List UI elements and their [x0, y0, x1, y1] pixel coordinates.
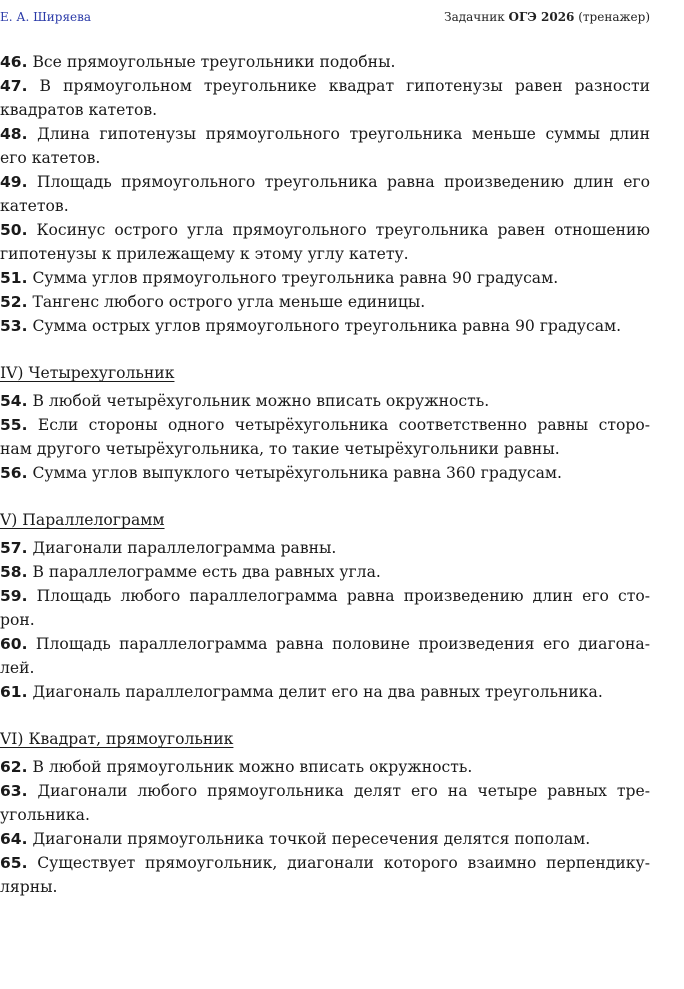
statement-line [0, 194, 650, 218]
statements-list [0, 50, 650, 899]
statements-group-rectangle [0, 755, 650, 899]
statement-text: Существует прямоугольник, диагонали которого взаимно перпендику- [37, 854, 650, 872]
section-heading-quadrilateral: IV) Четырехугольник [0, 364, 175, 382]
statement-number: 48. [0, 125, 28, 143]
statement-item [0, 122, 650, 170]
statement-line [0, 74, 650, 98]
statement-text: Диагонали прямоугольника точкой пересечения делятся пополам. [32, 830, 591, 848]
statement-line [0, 122, 650, 146]
title-prefix: Задачник [444, 10, 505, 24]
statements-group-right-triangle [0, 50, 650, 338]
statement-text: Площадь параллелограмма равна половине произведения его диагона- [35, 635, 650, 653]
statement-item [0, 290, 650, 314]
statement-number: 52. [0, 293, 28, 311]
statement-number: 54. [0, 392, 28, 410]
statement-text: Косинус острого угла прямоугольного треугольника равен отношению [36, 221, 650, 239]
statement-line [0, 170, 650, 194]
statement-item [0, 779, 650, 827]
statement-item [0, 266, 650, 290]
statement-number: 57. [0, 539, 28, 557]
statement-text: гипотенузы к прилежащему к этому углу катету. [0, 245, 409, 263]
statement-line [0, 242, 650, 266]
statement-line [0, 632, 650, 656]
statement-line [0, 146, 650, 170]
statement-line [0, 314, 650, 338]
statement-line [0, 851, 650, 875]
statement-line [0, 827, 650, 851]
statement-item [0, 413, 650, 461]
statement-item [0, 755, 650, 779]
statement-number: 58. [0, 563, 28, 581]
statement-item [0, 536, 650, 560]
statement-item [0, 314, 650, 338]
statement-number: 59. [0, 587, 28, 605]
statement-line [0, 50, 650, 74]
statement-text: В параллелограмме есть два равных угла. [32, 563, 381, 581]
statement-number: 55. [0, 416, 28, 434]
statement-text: лярны. [0, 878, 58, 896]
title-suffix: (тренажер) [578, 10, 650, 24]
statement-line [0, 608, 650, 632]
statement-number: 62. [0, 758, 28, 776]
statement-item [0, 827, 650, 851]
statement-number: 65. [0, 854, 28, 872]
statement-text: Длина гипотенузы прямоугольного треугольника меньше суммы длин [37, 125, 650, 143]
statement-text: Если стороны одного четырёхугольника соответственно равны сторо- [37, 416, 650, 434]
statement-text: Площадь прямоугольного треугольника равна произведению длин его [36, 173, 650, 191]
statement-item [0, 680, 650, 704]
statement-line [0, 875, 650, 899]
statement-item [0, 389, 650, 413]
statement-number: 53. [0, 317, 28, 335]
statement-text: В любой прямоугольник можно вписать окружность. [32, 758, 473, 776]
statement-line [0, 755, 650, 779]
statement-line [0, 290, 650, 314]
statement-line [0, 98, 650, 122]
statement-text: Площадь любого параллелограмма равна произведению длин его сто- [36, 587, 650, 605]
statements-group-parallelogram [0, 536, 650, 704]
statement-item [0, 584, 650, 632]
statement-text: лей. [0, 659, 35, 677]
statement-item [0, 461, 650, 485]
statement-text: Сумма углов выпуклого четырёхугольника равна 360 градусам. [32, 464, 563, 482]
statement-item [0, 851, 650, 899]
statement-text: его катетов. [0, 149, 101, 167]
statement-number: 63. [0, 782, 28, 800]
statement-text: Тангенс любого острого угла меньше единицы. [32, 293, 426, 311]
statement-number: 51. [0, 269, 28, 287]
statement-line [0, 536, 650, 560]
statement-text: Диагонали параллелограмма равны. [32, 539, 337, 557]
statement-item [0, 74, 650, 122]
statement-text: квадратов катетов. [0, 101, 158, 119]
statement-number: 50. [0, 221, 28, 239]
statement-line [0, 218, 650, 242]
section-heading-parallelogram: V) Параллелограмм [0, 511, 165, 529]
statement-item [0, 50, 650, 74]
statement-number: 60. [0, 635, 28, 653]
statement-line [0, 680, 650, 704]
statement-item [0, 170, 650, 218]
statement-line [0, 461, 650, 485]
statement-text: угольника. [0, 806, 90, 824]
statement-number: 46. [0, 53, 28, 71]
statement-text: В прямоугольном треугольнике квадрат гипотенузы равен разности [39, 77, 650, 95]
statement-line [0, 584, 650, 608]
statement-number: 49. [0, 173, 28, 191]
statement-number: 47. [0, 77, 28, 95]
statements-group-quadrilateral [0, 389, 650, 485]
statement-text: Сумма острых углов прямоугольного треугольника равна 90 градусам. [32, 317, 622, 335]
author-name: Е. А. Ширяева [0, 10, 92, 24]
statement-number: 56. [0, 464, 28, 482]
statement-text: Сумма углов прямоугольного треугольника равна 90 градусам. [32, 269, 559, 287]
statement-line [0, 779, 650, 803]
page-header [0, 10, 650, 30]
statement-text: Диагональ параллелограмма делит его на два равных треугольника. [32, 683, 603, 701]
statement-line [0, 266, 650, 290]
statement-text: катетов. [0, 197, 69, 215]
statement-item [0, 632, 650, 680]
section-heading-rectangle: VI) Квадрат, прямоугольник [0, 730, 234, 748]
statement-text: Все прямоугольные треугольники подобны. [32, 53, 396, 71]
statement-item [0, 560, 650, 584]
statement-item [0, 218, 650, 266]
statement-line [0, 656, 650, 680]
statement-text: нам другого четырёхугольника, то такие четырёхугольники равны. [0, 440, 560, 458]
title-bold: ОГЭ 2026 [508, 10, 575, 24]
statement-line [0, 560, 650, 584]
statement-line [0, 437, 650, 461]
statement-number: 61. [0, 683, 28, 701]
statement-line [0, 413, 650, 437]
book-title [444, 10, 650, 24]
statement-text: В любой четырёхугольник можно вписать окружность. [32, 392, 490, 410]
statement-text: рон. [0, 611, 35, 629]
statement-number: 64. [0, 830, 28, 848]
statement-line [0, 803, 650, 827]
statement-line [0, 389, 650, 413]
statement-text: Диагонали любого прямоугольника делят его на четыре равных тре- [37, 782, 650, 800]
